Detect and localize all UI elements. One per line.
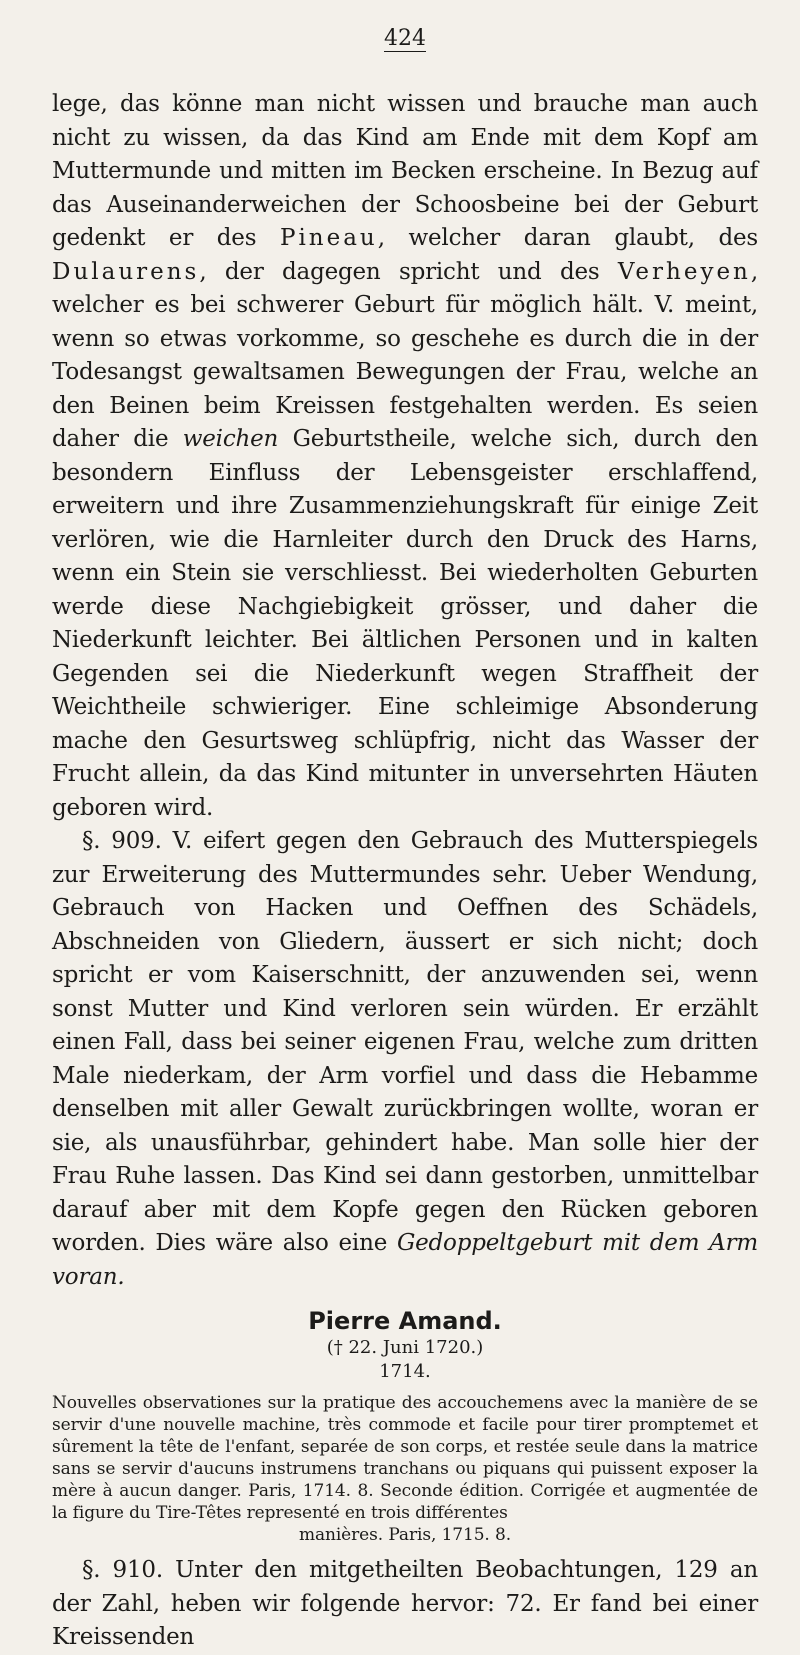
main-text-continued — [52, 1554, 758, 1655]
text-run: lege, das könne man nicht wissen und brauche man auch nicht zu wissen, da das Kind am Ende mit dem Kopf am Muttermunde und mitten im Becken erscheine. In Bezug auf das Auseinanderweichen der Schoosbeine bei der Geburt gedenkt er des — [52, 91, 758, 251]
emphasis-weichen: weichen — [182, 426, 279, 452]
text-run: Geburtstheile, welche sich, durch den besondern Einfluss der Lebensgeister erschlaffend, erweitern und ihre Zusammenziehungskraft für einige Zeit verlören, wie die Harnleiter durch den Druck des Harns, wenn ein Stein sie verschliesst. Bei wiederholten Geburten werde diese Nachgiebigkeit grösser, und daher die Niederkunft leichter. Bei ältlichen Personen und in kalten Gegenden sei die Niederkunft wegen Straffheit der Weichtheile schwieriger. Eine schleimige Absonderung mache den Gesurtsweg schlüpfrig, nicht das Wasser der Frucht allein, da das Kind mitunter in unversehrten Häuten geboren wird. — [52, 426, 758, 821]
bibliography-entry — [52, 1392, 758, 1546]
author-heading-name: Pierre Amand. — [308, 1307, 502, 1335]
author-name-pineau: Pineau — [279, 225, 378, 251]
bibliography-text: Nouvelles observationes sur la pratique des accouchemens avec la manière de se servir d'une nouvelle machine, très commode et facile pour tirer promptemet et sûrement la tête de l'enfant, separée de son corps, et restée seule dans la matrice sans se servir d'aucuns instrumens tranchans ou piquans qui puissent exposer la mère à aucun danger. Paris, 1714. 8. Seconde édition. Corrigée et augmentée de la figure du Tire-Têtes representé en trois différentes — [52, 1393, 758, 1523]
text-run: §. 909. V. eifert gegen den Gebrauch des Mutterspiegels zur Erweiterung des Muttermundes sehr. Ueber Wendung, Gebrauch von Hacken und Oeffnen des Schädels, Abschneiden von Gliedern, äussert er sich nicht; doch spricht er vom Kaiserschnitt, der anzuwenden sei, wenn sonst Mutter und Kind verloren sein würden. Er erzählt einen Fall, dass bei seiner eigenen Frau, welche zum dritten Male niederkam, der Arm vorfiel und dass die Hebamme denselben mit aller Gewalt zurückbringen wollte, woran er sie, als unausführbar, gehindert habe. Man solle hier der Frau Ruhe lassen. Das Kind sei dann gestorben, unmittelbar darauf aber mit dem Kopfe gegen den Rücken geboren worden. Dies wäre also eine — [52, 828, 758, 1256]
author-name-dulaurens: Dulaurens — [52, 258, 200, 285]
text-run: , welcher es bei schwerer Geburt für möglich hält. V. meint, wenn so etwas vorkomme, so geschehe es durch die in der Todesangst gewaltsamen Bewegungen der Frau, welche an den Beinen beim Kreissen festgehalten werden. Es seien daher die — [52, 258, 758, 452]
main-text — [52, 88, 758, 1294]
emphasis-gedoppeltgeburt: Gedoppeltgeburt mit dem Arm voran. — [52, 1230, 758, 1290]
publication-year: 1714. — [379, 1361, 431, 1382]
text-run: , welcher daran glaubt, des — [377, 225, 758, 251]
paragraph-910: §. 910. Unter den mitgetheilten Beobachtungen, 129 an der Zahl, heben wir folgende hervor: 72. Er fand bei einer Kreissenden — [52, 1557, 758, 1650]
paragraph-909 — [52, 825, 758, 1294]
author-death-date: († 22. Juni 1720.) — [326, 1337, 484, 1358]
author-name-verheyen: Verheyen — [617, 258, 751, 285]
text-run: , der dagegen spricht und des — [199, 258, 618, 285]
page-number: 424 — [384, 26, 426, 51]
paragraph-continuation — [52, 88, 758, 825]
bibliography-text-end: manières. Paris, 1715. 8. — [298, 1525, 512, 1545]
author-heading — [52, 1306, 758, 1384]
